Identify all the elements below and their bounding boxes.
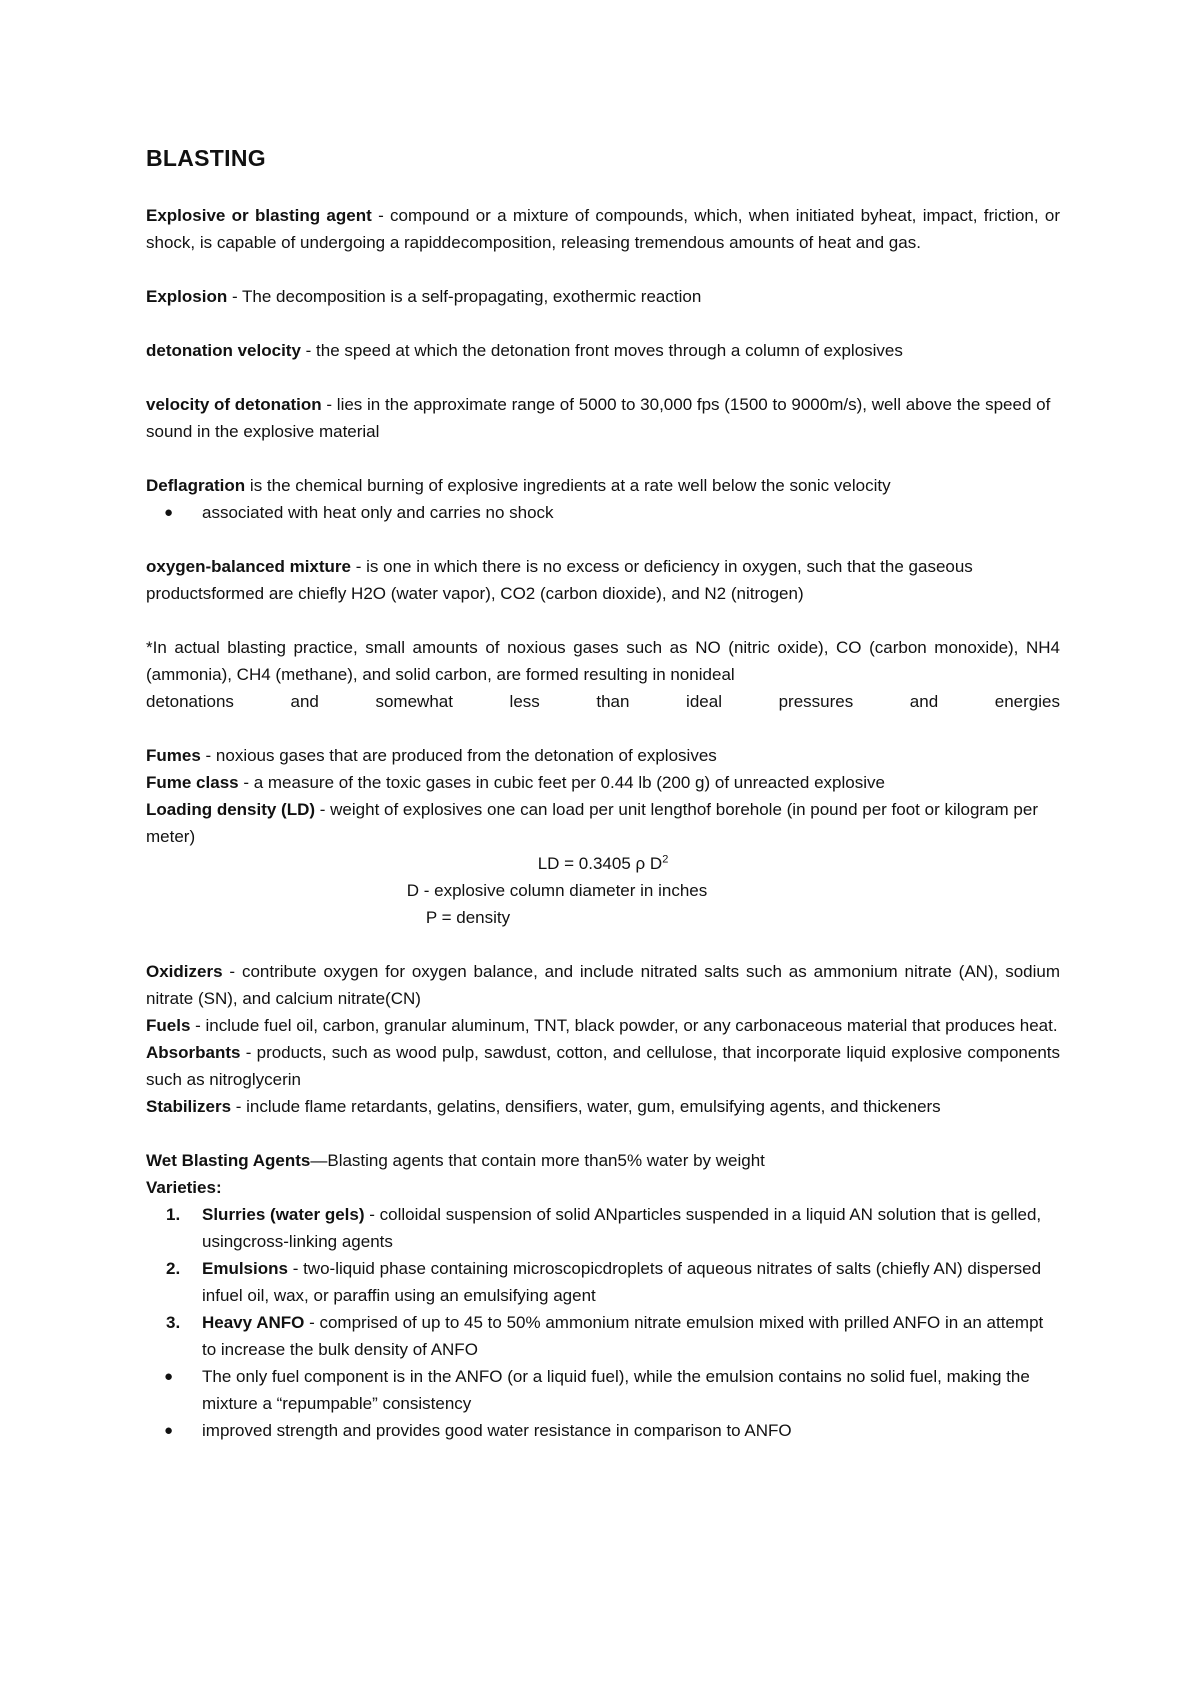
equation-exponent: 2 bbox=[662, 853, 669, 866]
term: detonation velocity bbox=[146, 341, 301, 360]
document-page bbox=[146, 145, 1060, 1444]
term: Slurries (water gels) bbox=[202, 1205, 365, 1224]
term: oxygen-balanced mixture bbox=[146, 557, 352, 576]
note-paragraph bbox=[146, 634, 1060, 688]
list-item-text: improved strength and provides good water resistance in comparison to ANFO bbox=[202, 1421, 792, 1440]
term: Heavy ANFO bbox=[202, 1313, 305, 1332]
definition-text: - The decomposition is a self-propagating, exothermic reaction bbox=[227, 287, 702, 306]
formula-equation bbox=[146, 850, 1060, 877]
definition-text: - is one in which there is no excess or deficiency in oxygen, such that the gaseous productsformed are chiefly H2O (water vapor), CO2 (carbon dioxide), and N2 (nitrogen) bbox=[146, 557, 973, 603]
item-text: - colloidal suspension of solid ANparticles suspended in a liquid AN solution that is gelled, usingcross-linking agents bbox=[202, 1205, 1042, 1251]
bullet-icon: ● bbox=[164, 1368, 174, 1385]
explosion-definition bbox=[146, 283, 1060, 310]
term: Emulsions bbox=[202, 1259, 288, 1278]
bullet-icon: ● bbox=[164, 504, 174, 521]
term: Explosion bbox=[146, 287, 228, 306]
definition-text: - lies in the approximate range of 5000 to 30,000 fps (1500 to 9000m/s), well above the speed of sound in the explosive material bbox=[146, 395, 1051, 441]
list-item-text: associated with heat only and carries no shock bbox=[202, 503, 554, 522]
formula-definition-d: D - explosive column diameter in inches bbox=[406, 881, 708, 900]
wet-blasting-definition bbox=[146, 1147, 1060, 1174]
term: Absorbants bbox=[146, 1043, 241, 1062]
term: Oxidizers bbox=[146, 962, 223, 981]
definition-text: - include flame retardants, gelatins, densifiers, water, gum, emulsifying agents, and thickeners bbox=[231, 1097, 941, 1116]
detonation-velocity-definition bbox=[146, 337, 1060, 364]
numbered-item bbox=[146, 1309, 1060, 1363]
definition-text: - compound or a mixture of compounds, which, when initiated byheat, impact, friction, or shock, is capable of undergoing a rapiddecomposition, releasing tremendous amounts of heat and gas. bbox=[146, 206, 1060, 252]
note-text: *In actual blasting practice, small amounts of noxious gases such as NO (nitric oxide), CO (carbon monoxide), NH4 (ammonia), CH4 (methane), and solid carbon, are formed resulting in nonideal bbox=[146, 638, 1060, 684]
term: velocity of detonation bbox=[146, 395, 322, 414]
list-item bbox=[146, 1363, 1060, 1417]
item-text: - two-liquid phase containing microscopicdroplets of aqueous nitrates of salts (chiefly AN) dispersed infuel oil, wax, or paraffin using an emulsifying agent bbox=[202, 1259, 1042, 1305]
term: Explosive or blasting agent bbox=[146, 206, 372, 225]
fuels-definition bbox=[146, 1012, 1060, 1039]
page-title: BLASTING bbox=[146, 145, 266, 171]
bullet-icon: ● bbox=[164, 1422, 174, 1439]
numbered-item bbox=[146, 1255, 1060, 1309]
definition-text: - weight of explosives one can load per unit lengthof borehole (in pound per foot or kilogram per meter) bbox=[146, 800, 1038, 846]
term: Loading density (LD) bbox=[146, 800, 316, 819]
deflagration-definition bbox=[146, 472, 1060, 499]
term: Fuels bbox=[146, 1016, 191, 1035]
item-number: 3. bbox=[166, 1313, 181, 1332]
term: Fumes bbox=[146, 746, 201, 765]
definition-text: - contribute oxygen for oxygen balance, and include nitrated salts such as ammonium nitrate (AN), sodium nitrate (SN), and calcium nitrate(CN) bbox=[146, 962, 1060, 1008]
explosive-definition bbox=[146, 202, 1060, 256]
item-number: 2. bbox=[166, 1259, 181, 1278]
fume-class-definition bbox=[146, 769, 1060, 796]
varieties-heading bbox=[146, 1174, 1060, 1201]
item-number: 1. bbox=[166, 1205, 181, 1224]
list-item bbox=[146, 1417, 1060, 1444]
equation-text: LD = 0.3405 ρ D bbox=[537, 854, 663, 873]
heading-text: Varieties: bbox=[146, 1178, 222, 1197]
velocity-of-detonation-definition bbox=[146, 391, 1060, 445]
stabilizers-definition bbox=[146, 1093, 1060, 1120]
term: Deflagration bbox=[146, 476, 246, 495]
numbered-item bbox=[146, 1201, 1060, 1255]
term: Stabilizers bbox=[146, 1097, 232, 1116]
oxidizers-definition bbox=[146, 958, 1060, 1012]
list-item bbox=[146, 499, 1060, 526]
item-text: - comprised of up to 45 to 50% ammonium nitrate emulsion mixed with prilled ANFO in an attempt to increase the bulk density of ANFO bbox=[202, 1313, 1044, 1359]
oxygen-balanced-definition bbox=[146, 553, 1060, 607]
formula-definition-p: P = density bbox=[425, 908, 511, 927]
list-item-text: The only fuel component is in the ANFO (or a liquid fuel), while the emulsion contains no solid fuel, making the mixture a “repumpable” consistency bbox=[202, 1367, 1030, 1413]
definition-text: - a measure of the toxic gases in cubic feet per 0.44 lb (200 g) of unreacted explosive bbox=[238, 773, 885, 792]
definition-text: —Blasting agents that contain more than5% water by weight bbox=[310, 1151, 765, 1170]
absorbants-definition bbox=[146, 1039, 1060, 1093]
term: Wet Blasting Agents bbox=[146, 1151, 311, 1170]
definition-text: - noxious gases that are produced from the detonation of explosives bbox=[200, 746, 717, 765]
definition-text: - products, such as wood pulp, sawdust, cotton, and cellulose, that incorporate liquid explosive components such as nitroglycerin bbox=[146, 1043, 1060, 1089]
fumes-definition bbox=[146, 742, 1060, 769]
loading-density-definition bbox=[146, 796, 1060, 850]
definition-text: - the speed at which the detonation front moves through a column of explosives bbox=[300, 341, 903, 360]
term: Fume class bbox=[146, 773, 239, 792]
definition-text: - include fuel oil, carbon, granular aluminum, TNT, black powder, or any carbonaceous material that produces heat. bbox=[190, 1016, 1058, 1035]
note-last-line: detonations and somewhat less than ideal pressures and energies bbox=[146, 692, 1060, 711]
definition-text: is the chemical burning of explosive ingredients at a rate well below the sonic velocity bbox=[245, 476, 891, 495]
